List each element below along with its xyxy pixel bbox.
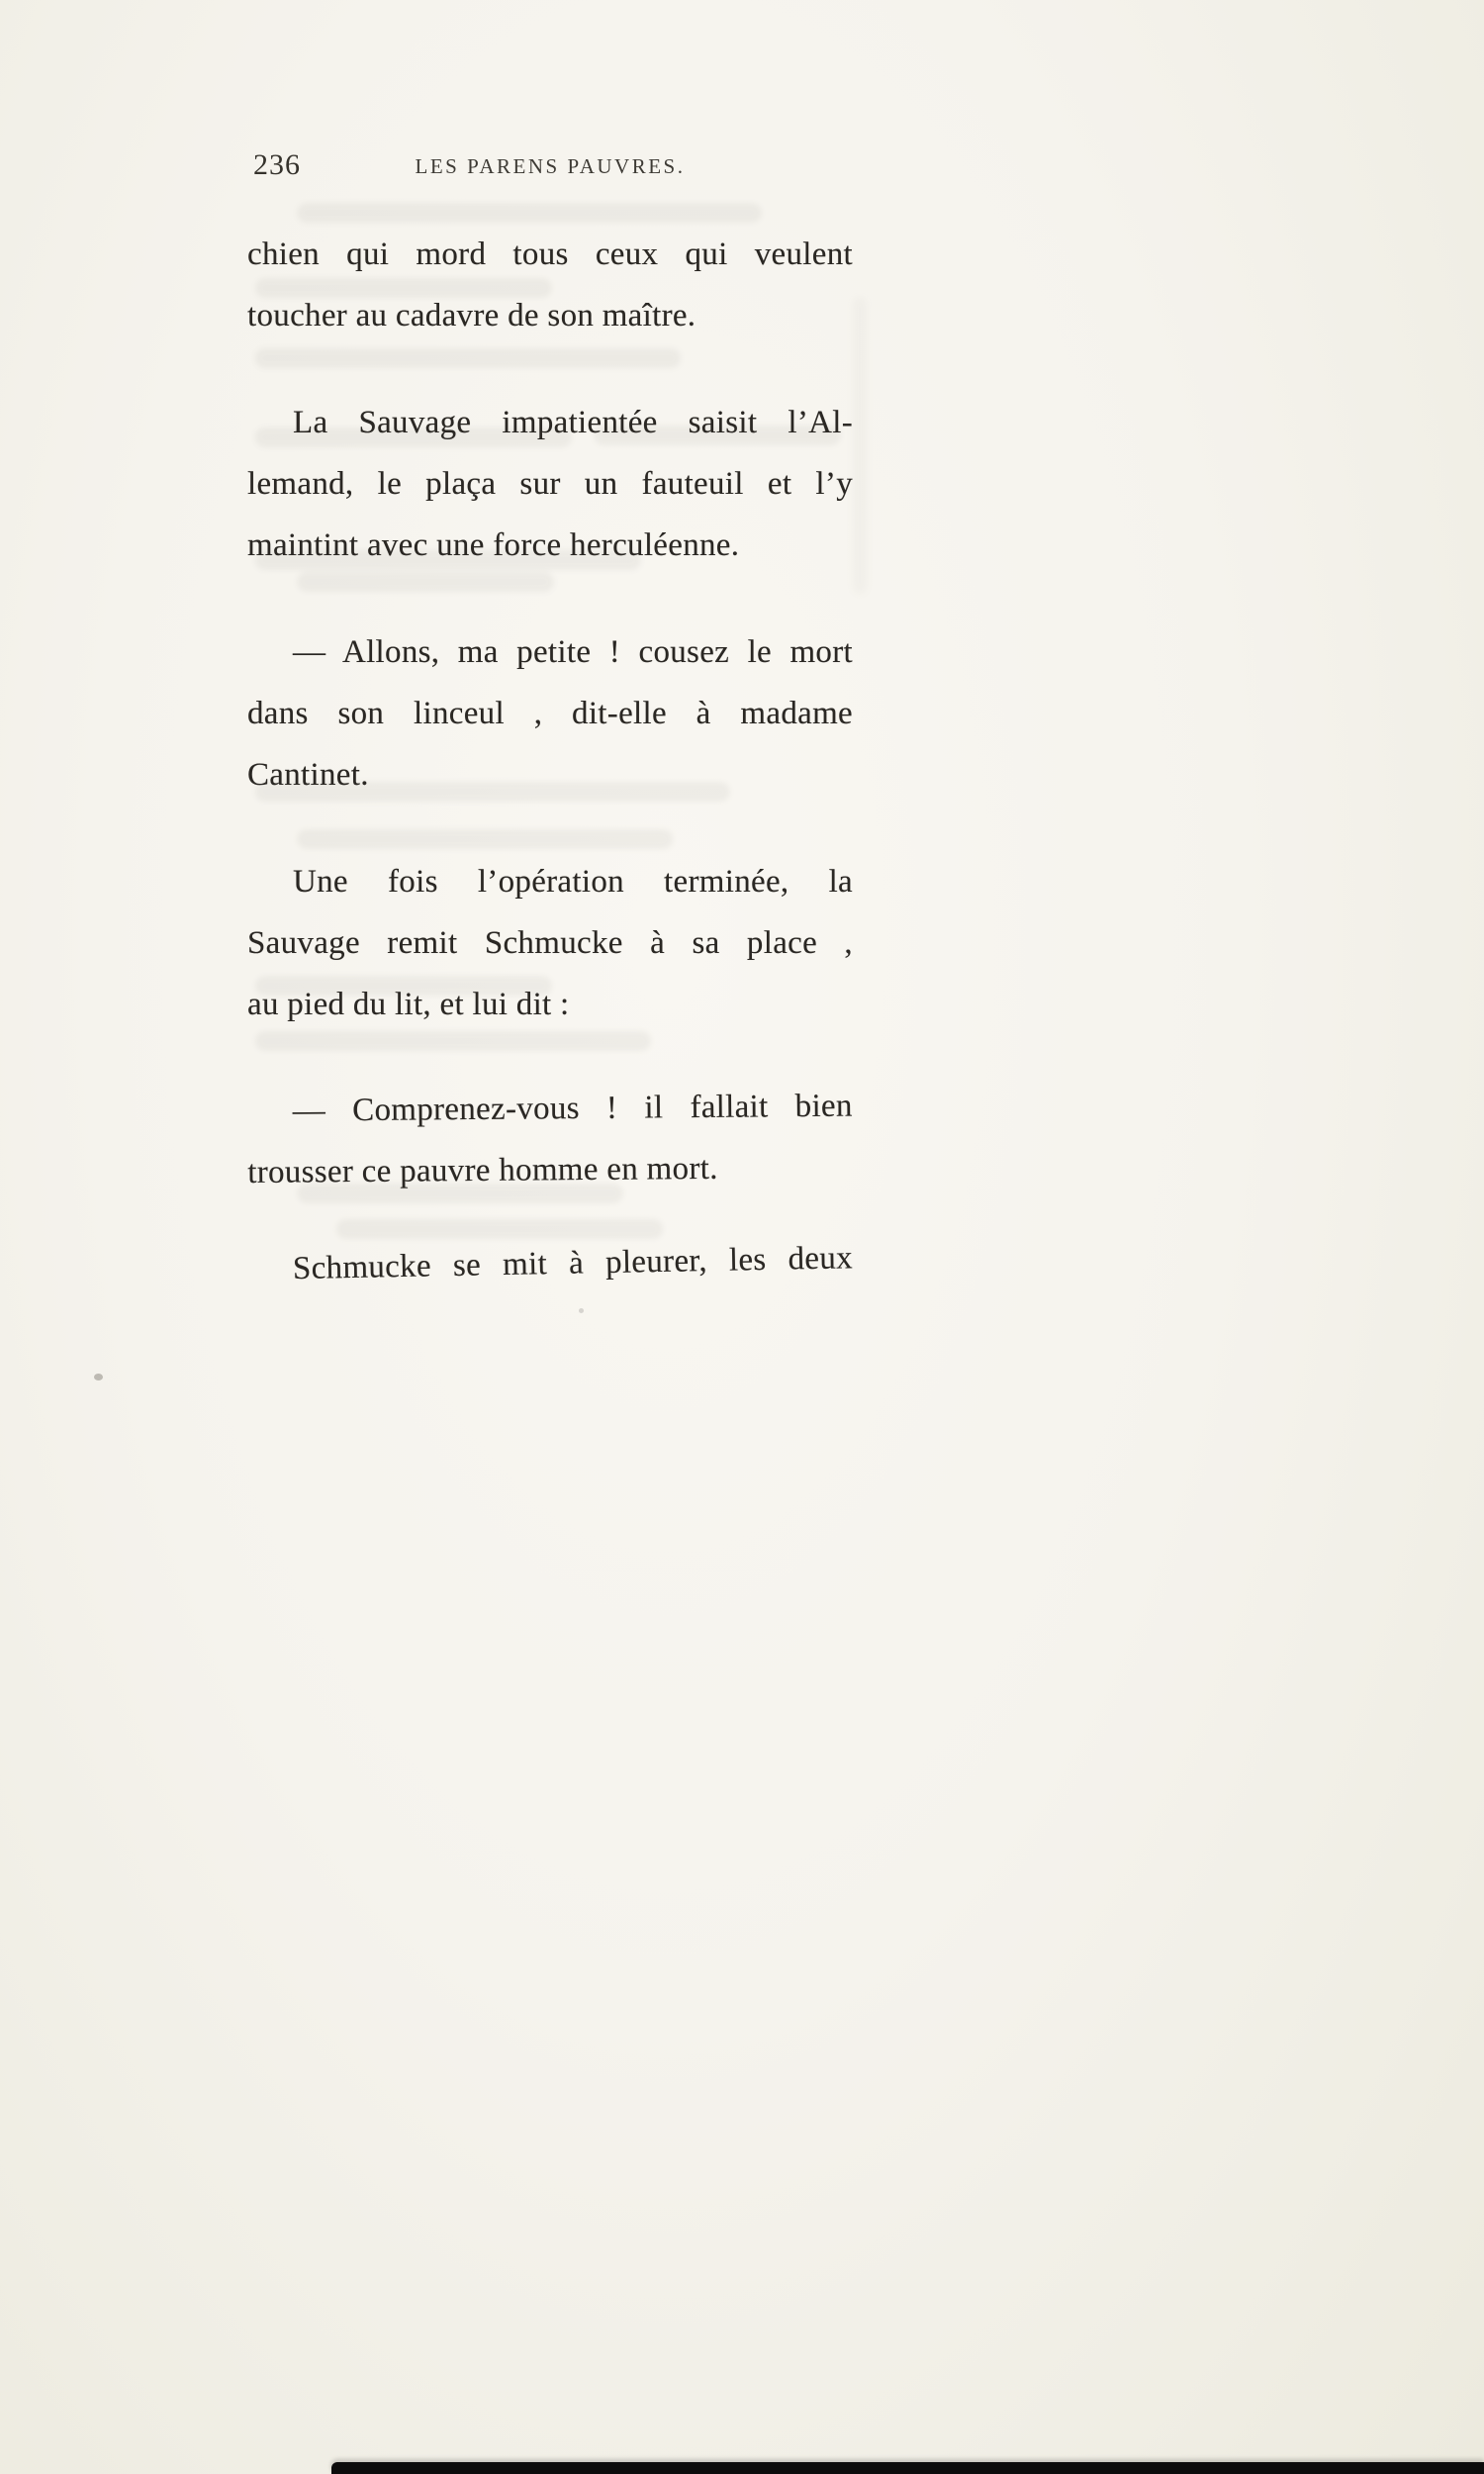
page-header [247,148,853,184]
text-line: dans son linceul , dit-elle à madame [247,696,853,731]
paragraph [247,392,853,576]
text-line: — Comprenez-vous ! il fallait bien [292,1088,853,1129]
text-line: Une fois l’opération terminée, la [293,864,853,900]
paragraph [247,224,853,346]
paragraph [247,851,853,1035]
paragraph [246,1227,853,1300]
text-line: trousser ce pauvre homme en mort. [247,1150,718,1190]
text-line: — Allons, ma petite ! cousez le mort [293,634,853,670]
ink-speck [94,1374,103,1380]
text-line: au pied du lit, et lui dit : [247,987,570,1022]
text-line: Schmucke se mit à pleurer, les deux [292,1240,854,1287]
text-line: Cantinet. [247,757,369,793]
text-line: La Sauvage impatientée saisit l’Al- [293,405,853,440]
paragraph [246,1076,853,1203]
paragraph [247,621,853,806]
page-number: 236 [253,148,301,181]
text-line: Sauvage remit Schmucke à sa place , [247,925,853,961]
text-line: lemand, le plaça sur un fauteuil et l’y [247,466,853,502]
text-block [247,148,853,1346]
text-line: maintint avec une force herculéenne. [247,527,740,563]
showthrough-mark [853,297,867,594]
scan-edge-shadow [331,2462,1484,2474]
text-line: toucher au cadavre de son maître. [247,298,696,333]
text-line: chien qui mord tous ceux qui veulent [247,237,853,272]
running-title: LES PARENS PAUVRES. [415,154,686,178]
